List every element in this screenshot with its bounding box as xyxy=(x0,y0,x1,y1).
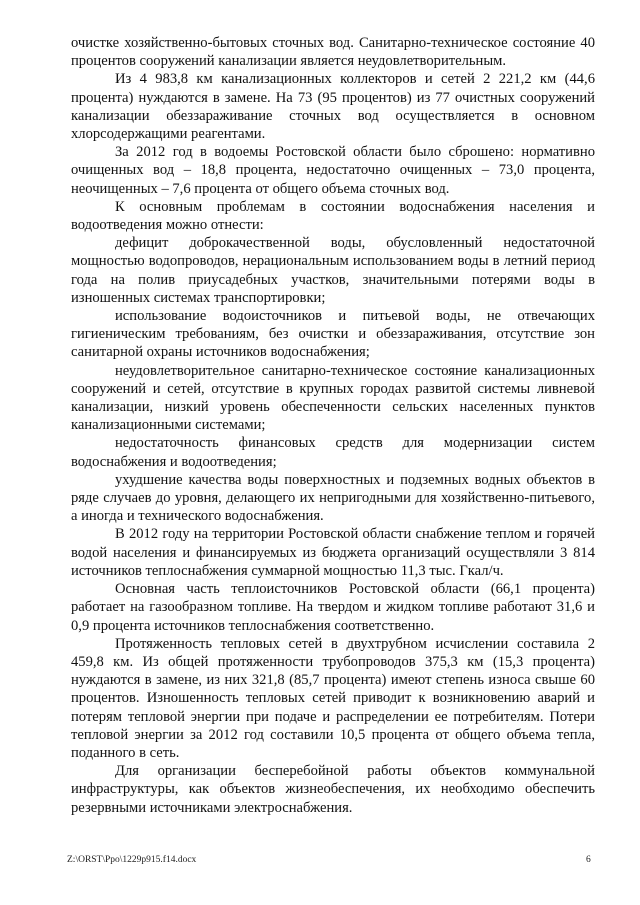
paragraph-problem-sewage-facilities: неудовлетворительное санитарно-техническое состояние канализационных сооружений и сетей, отсутствие в крупных городах развитой системы ливневой канализации, низкий уровень обеспеченности сельских населенных пунктов канализационными системами; xyxy=(71,362,595,434)
paragraph-problem-water-deficit: дефицит доброкачественной воды, обусловленный недостаточной мощностью водопроводов, нерациональным использованием воды в летний период года на полив приусадебных участков, значительными потерями воды в изношенных системах транспортировки; xyxy=(71,235,595,306)
document-body xyxy=(71,34,595,817)
footer-page-number: 6 xyxy=(586,855,591,865)
paragraph-heat-supply-sources: В 2012 году на территории Ростовской области снабжение теплом и горячей водой населения и финансируемых из бюджета организаций осуществляли 3 814 источников теплоснабжения суммарной мощностью 11,3 тыс. Гкал/ч. xyxy=(71,526,595,579)
footer-file-path: Z:\ORST\Ppo\1229p915.f14.docx xyxy=(67,855,197,865)
paragraph-backup-power: Для организации бесперебойной работы объектов коммунальной инфраструктуры, как объектов жизнеобеспечения, их необходимо обеспечить резервными источниками электроснабжения. xyxy=(71,763,595,816)
paragraph-discharge-2012: За 2012 год в водоемы Ростовской области было сброшено: нормативно очищенных вод – 18,8 процента, недостаточно очищенных – 73,0 процента, неочищенных – 7,6 процента от общего объема сточных вод. xyxy=(71,144,595,197)
paragraph-problem-funding: недостаточность финансовых средств для модернизации систем водоснабжения и водоотведения; xyxy=(71,435,595,470)
paragraph-problem-water-quality: ухудшение качества воды поверхностных и подземных водных объектов в ряде случаев до уровня, делающего их непригодными для хозяйственно-питьевого, а иногда и технического водоснабжения. xyxy=(71,471,595,525)
paragraph-heat-networks: Протяженность тепловых сетей в двухтрубном исчислении составила 2 459,8 км. Из общей протяженности трубопроводов 375,3 км (15,3 процента) нуждаются в замене, из них 321,8 (85,7 процента) имеют степень износа свыше 60 процентов. Изношенность тепловых сетей приводит к возникновению аварий и потерям тепловой энергии при подаче и распределении ее потребителям. Потери тепловой энергии за 2012 год составили 10,5 процента от общего объема тепла, поданного в сеть. xyxy=(71,635,595,761)
paragraph-heat-fuel-types: Основная часть теплоисточников Ростовской области (66,1 процента) работает на газообразном топливе. На твердом и жидком топливе работают 31,6 и 0,9 процента источников теплоснабжения соответственно. xyxy=(71,581,595,634)
paragraph-main-problems: К основным проблемам в состоянии водоснабжения населения и водоотведения можно отнести: xyxy=(71,198,595,234)
paragraph-problem-water-sources: использование водоисточников и питьевой воды, не отвечающих гигиеническим требованиям, без очистки и обеззараживания, отсутствие зон санитарной охраны источников водоснабжения; xyxy=(71,308,595,361)
paragraph-sewer-networks: Из 4 983,8 км канализационных коллекторов и сетей 2 221,2 км (44,6 процента) нуждаются в замене. На 73 (95 процентов) из 77 очистных сооружений канализации обеззараживание сточных вод осуществляется в основном хлорсодержащими реагентами. xyxy=(71,71,595,143)
paragraph-sewage-condition: очистке хозяйственно-бытовых сточных вод. Санитарно-техническое состояние 40 процентов сооружений канализации является неудовлетворительным. xyxy=(71,35,595,70)
